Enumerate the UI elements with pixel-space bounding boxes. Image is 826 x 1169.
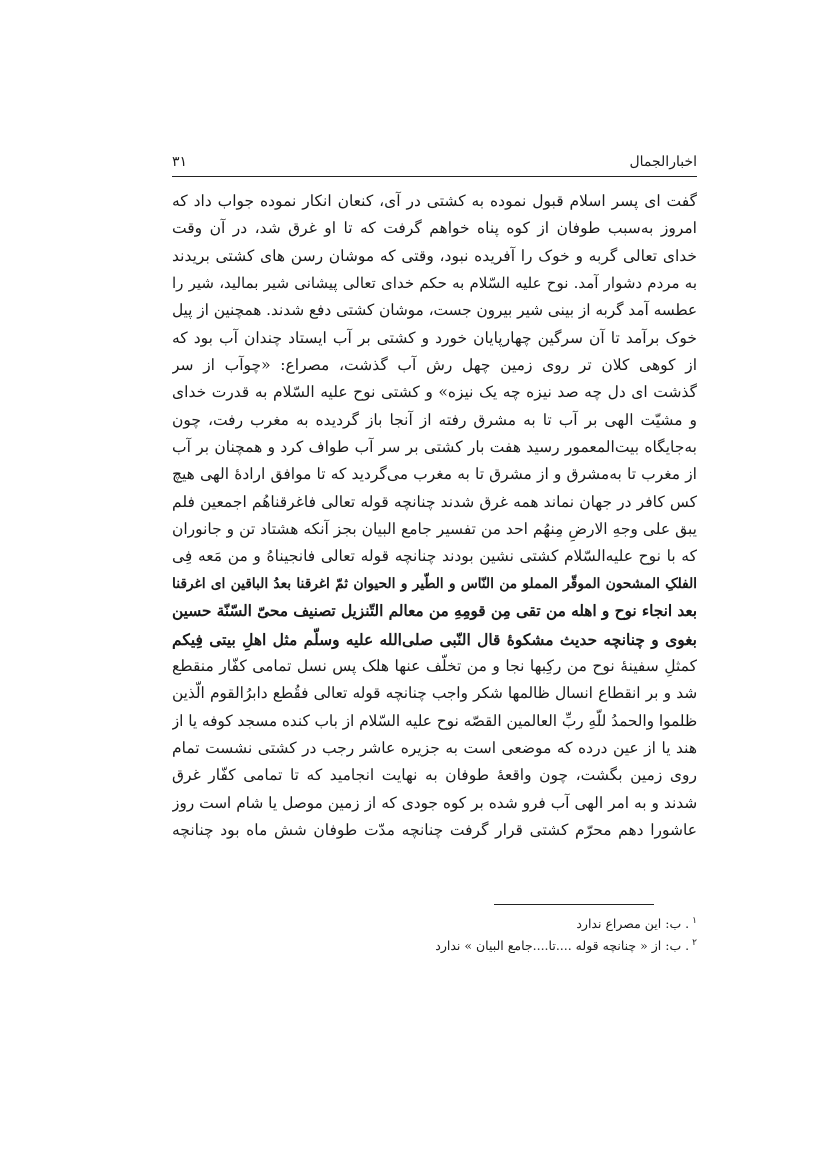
- text-line: عاشورا دهم محرّم کشتی قرار گرفت چنانچه مدّت طوفان شش ماه بود چنانچه: [172, 820, 697, 839]
- running-head: [172, 150, 697, 174]
- text-line: کس کافر در جهان نماند همه غرق شدند چنانچه قوله تعالی فاغرقناهُم اجمعین فلم: [172, 492, 697, 511]
- footnote-number: ۱: [692, 916, 697, 926]
- text-line: گذشت ای دل چه صد نیزه چه یک نیزه» و کشتی نوح علیه السّلام به قدرت خدای: [172, 383, 697, 402]
- page-number: ۳۱: [172, 154, 188, 170]
- text-line: از مغرب تا به‌مشرق و از مشرق تا به مغرب می‌گردید که تا موافق ارادهٔ الهی هیچ: [172, 465, 697, 484]
- text-line: امروز به‌سبب طوفان از کوه پناه خواهم گرفت که تا او غرق شد، در آن وقت: [172, 219, 697, 238]
- text-line: خوک برآمد تا آن سرگین چهارپایان خورد و کشتی بر آب ایستاد چندان آب بود که: [172, 328, 697, 347]
- footnote-text: . ب: این مصراع ندارد: [576, 916, 690, 932]
- text-line: عطسه آمد گربه از بینی شیر بیرون جست، موشان کشتی دفع شدند. همچنین از پیل: [172, 301, 697, 320]
- text-line: بعد انجاء نوح و اهله من تقی مِن قومِهِ من معالم التّنزیل تصنیف محیّ السّنّة حسین: [172, 602, 697, 621]
- footnote-rule: [494, 904, 654, 905]
- header-rule: [172, 176, 697, 177]
- footnote: [172, 910, 697, 932]
- text-line: روی زمین بگشت، چون واقعهٔ طوفان به نهایت انجامید که تا تمامی کفّار غرق: [172, 766, 697, 785]
- text-line: هند یا از عین درده که موضعی است به جزیره عاشر رجب در کشتی نشست تمام: [172, 738, 697, 757]
- text-line: الفلکِ المشحون الموقّر المملو من النّاس و الطّیر و الحیوان ثمّ اغرقنا بعدُ الباقین ای اغرقنا: [172, 575, 697, 592]
- text-line: گفت ای پسر اسلام قبول نموده به کشتی در آی، کنعان انکار نموده جواب داد که: [172, 192, 697, 210]
- text-line: خدای تعالی گربه و خوک را آفریده نبود، وقتی که موشان رسن های کشتی بریدند: [172, 246, 697, 265]
- text-line: و مشیّت الهی بر آب تا به مشرق رفته از آنجا باز گردیده به مغرب رفت، چون: [172, 410, 697, 429]
- text-line: به مردم دشوار آمد. نوح علیه السّلام به حکم خدای تعالی پیشانی شیر بمالید، شیر را: [172, 274, 697, 293]
- body-text: [172, 188, 697, 844]
- text-line: که با نوح علیه‌السّلام کشتی نشین بودند چنانچه قوله تعالی فانجیناهُ و من مَعه فِی: [172, 547, 697, 566]
- text-line: کمثلِ سفینهٔ نوح من رکِبها نجا و من تخلّف عنها هلک پس نسل تمامی کفّار منقطع: [172, 656, 697, 675]
- text-line: به‌جایگاه بیت‌المعمور رسید هفت بار کشتی بر سر آب طواف کرد و همچنان بر آب: [172, 438, 697, 457]
- footnote: [172, 932, 697, 954]
- running-title: اخبارالجمال: [629, 154, 697, 170]
- text-line: شد و بر انقطاع انسال ظالمها شکر واجب چنانچه قوله تعالی فقُطع دابرُالقوم الّذین: [172, 684, 697, 703]
- text-line: بغوی و چنانچه حدیث مشکوۀ قال النّبی صلی‌الله علیه وسلّم مثل اهلِ بیتی فِیکم: [172, 629, 697, 649]
- footnote-number: ۲: [692, 938, 697, 948]
- text-line: شدند و به امر الهی آب فرو شده بر کوه جودی که از زمین موصل یا شام است روز: [172, 793, 697, 812]
- text-line: از کوهی کلان تر روی زمین چهل رش آب گذشت، مصراع: «چوآب از سر: [172, 356, 697, 375]
- text-line: یبق علی وجهِ الارضِ مِنهُم احد من تفسیر جامع البیان بجز آنکه هشتاد تن و جانوران: [172, 520, 697, 539]
- footnotes: [172, 910, 697, 954]
- footnote-text: . ب: از « چنانچه قوله ....تا....جامع البیان » ندارد: [435, 938, 690, 954]
- text-line: ظلموا والحمدُ للّهِ ربِّ العالمین القصّه نوح علیه السّلام از باب کنده مسجد کوفه یا از: [172, 711, 697, 730]
